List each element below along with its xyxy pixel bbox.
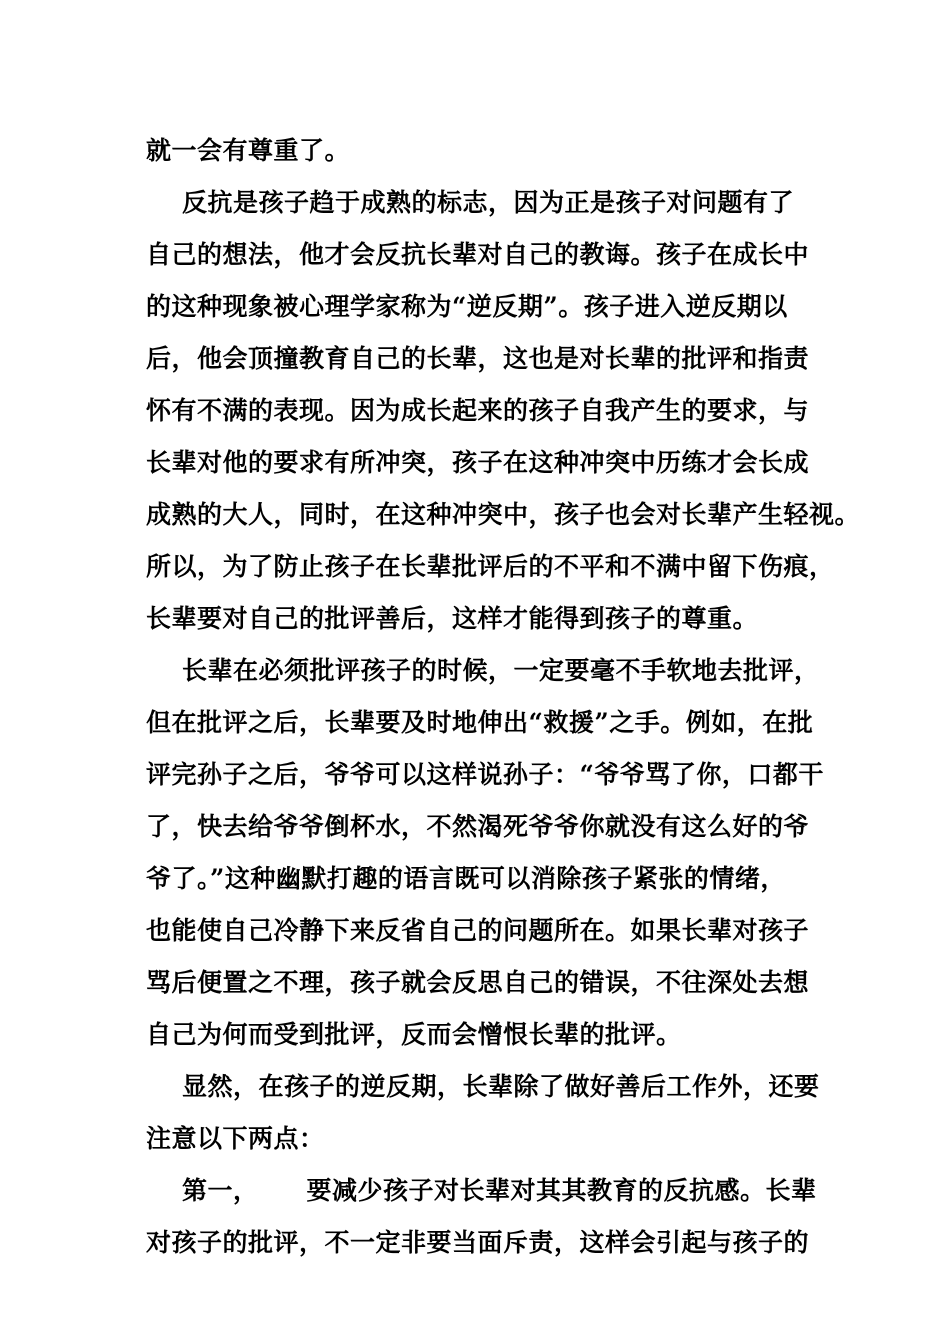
text-line: 了，快去给爷爷倒杯水，不然渴死爷爷你就没有这么好的爷: [146, 812, 810, 841]
text-line: 的这种现象被心理学家称为“逆反期”。孩子进入逆反期以: [146, 292, 788, 321]
text-line: 自己的想法，他才会反抗长辈对自己的教诲。孩子在成长中: [146, 240, 810, 269]
paragraph-first-line: 长辈在必须批评孩子的时候，一定要毫不手软地去批评，: [182, 656, 820, 685]
text-line: 长辈要对自己的批评善后，这样才能得到孩子的尊重。: [146, 604, 759, 633]
text-line: 长辈对他的要求有所冲突，孩子在这种冲突中历练才会长成: [146, 448, 810, 477]
numbered-point-line: [182, 1171, 822, 1211]
paragraph-first-line: 显然，在孩子的逆反期，长辈除了做好善后工作外，还要: [182, 1072, 820, 1101]
text-line: 自己为何而受到批评，反而会憎恨长辈的批评。: [146, 1020, 682, 1049]
text-line: 成熟的大人，同时，在这种冲突中，孩子也会对长辈产生轻视。: [146, 500, 861, 529]
text-line: 怀有不满的表现。因为成长起来的孩子自我产生的要求，与: [146, 396, 810, 425]
paragraph-first-line: 反抗是孩子趋于成熟的标志，因为正是孩子对问题有了: [182, 188, 795, 217]
text-line: 对孩子的批评，不一定非要当面斥责，这样会引起与孩子的: [146, 1228, 810, 1257]
text-line: 就一会有尊重了。: [146, 136, 351, 165]
text-line: 也能使自己冷静下来反省自己的问题所在。如果长辈对孩子: [146, 916, 810, 945]
text-line: 评完孙子之后，爷爷可以这样说孙子：“爷爷骂了你，口都干: [146, 760, 824, 789]
text-line: 后，他会顶撞教育自己的长辈，这也是对长辈的批评和指责: [146, 344, 810, 373]
text-line: 爷了。”这种幽默打趣的语言既可以消除孩子紧张的情绪，: [146, 864, 786, 893]
point-text: 要减少孩子对长辈对其其教育的反抗感。长辈: [306, 1176, 817, 1205]
text-line: 骂后便置之不理，孩子就会反思自己的错误，不往深处去想: [146, 968, 810, 997]
text-line: 所以，为了防止孩子在长辈批评后的不平和不满中留下伤痕，: [146, 552, 835, 581]
text-line: 但在批评之后，长辈要及时地伸出“救援”之手。例如，在批: [146, 708, 814, 737]
point-number: 第一，: [182, 1176, 259, 1205]
text-line: 注意以下两点：: [146, 1124, 325, 1153]
